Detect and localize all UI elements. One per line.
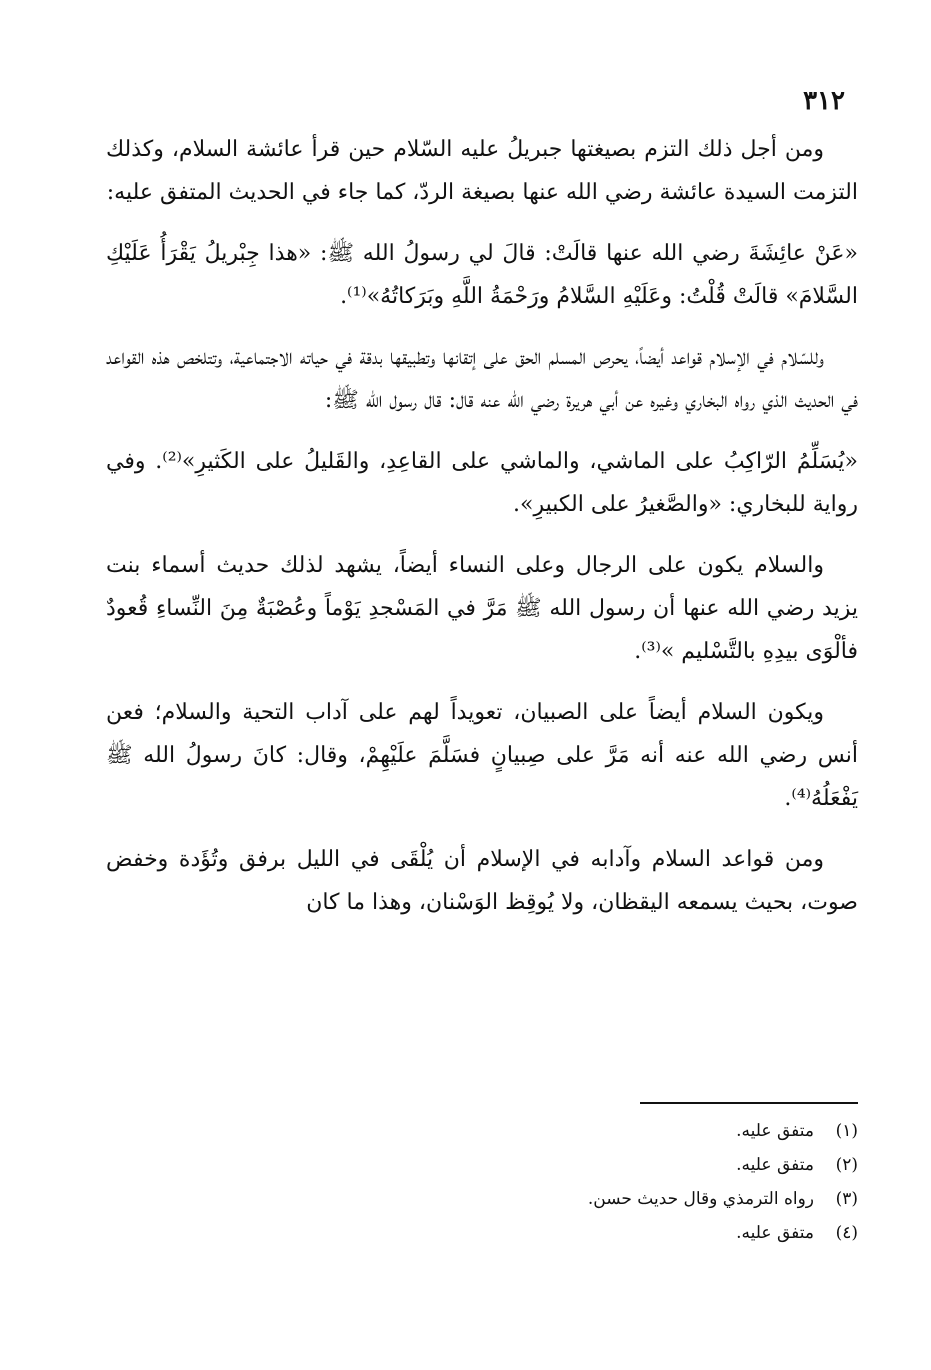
paragraph-2: وللسّلام في الإسلام قواعد أيضاً، يحرص المسلم الحق على إتقانها وتطبيقها بدقة في حياته الاجتماعية، وتتلخص هذه القواعد في الحديث الذي رواه البخاري وغيره عن أبي هريرة رضي الله عنه قال: قال رسول الله ﷺ: (106, 345, 858, 413)
paragraph-3: والسلام يكون على الرجال وعلى النساء أيضاً، يشهد لذلك حديث أسماء بنت يزيد رضي الله عنها أن رسول الله ﷺ مَرَّ في المَسْجدِ يَوْماً وعُصْبَةٌ مِنَ النِّساءِ قُعودٌ فألْوَى بيدِهِ بالتَّسْليم »⁽³⁾. (106, 553, 858, 664)
body-text (106, 128, 858, 942)
footnote-number: (٣) (835, 1189, 858, 1209)
hadith-quote-1: «عَنْ عائِشَةَ رضي الله عنها قالَتْ: قالَ لي رسولُ الله ﷺ: «هذا جِبْريلُ يَقْرَأُ عَلَيْكِ السَّلامَ» قالَتْ قُلْتُ: وعَلَيْهِ السَّلامُ ورَحْمَةُ اللَّهِ وبَرَكاتُهُ»⁽¹⁾. (106, 241, 858, 309)
footnote-text: رواه الترمذي وقال حديث حسن. (587, 1189, 814, 1209)
footnote-text: متفق عليه. (736, 1223, 814, 1243)
paragraph-1: ومن أجل ذلك التزم بصيغتها جبريلُ عليه السّلام حين قرأ عائشة السلام، وكذلك التزمت السيدة عائشة رضي الله عنها بصيغة الردّ، كما جاء في الحديث المتفق عليه: (106, 137, 858, 205)
footnote-2 (158, 1148, 858, 1182)
page-number: ٣١٢ (803, 86, 845, 116)
footnote-4 (158, 1216, 858, 1250)
paragraph-4: ويكون السلام أيضاً على الصبيان، تعويداً لهم على آداب التحية والسلام؛ فعن أنس رضي الله عنه أنه مَرَّ على صِبيانٍ فسَلَّمَ علَيْهِمْ، وقال: كانَ رسولُ الله ﷺ يَفْعَلُهُ⁽⁴⁾. (106, 700, 858, 811)
footnote-text: متفق عليه. (736, 1155, 814, 1175)
paragraph-5: ومن قواعد السلام وآدابه في الإسلام أن يُلْقَى في الليل برفق وتُؤَدة وخفض صوت، بحيث يسمعه اليقظان، ولا يُوقِظ الوَسْنان، وهذا ما كان (106, 847, 858, 915)
hadith-quote-2: «يُسَلِّمُ الرّاكِبُ على الماشي، والماشي على القاعِدِ، والقَليلُ على الكَثيرِ»⁽²⁾. وفي رواية للبخاري: «والصَّغيرُ على الكبيرِ». (106, 449, 858, 517)
footnote-divider (640, 1102, 858, 1104)
footnote-1 (158, 1114, 858, 1148)
footnote-number: (٢) (835, 1155, 858, 1175)
footnote-number: (١) (835, 1121, 858, 1141)
footnotes (158, 1114, 858, 1250)
footnote-3 (158, 1182, 858, 1216)
footnote-text: متفق عليه. (736, 1121, 814, 1141)
footnote-number: (٤) (835, 1223, 858, 1243)
